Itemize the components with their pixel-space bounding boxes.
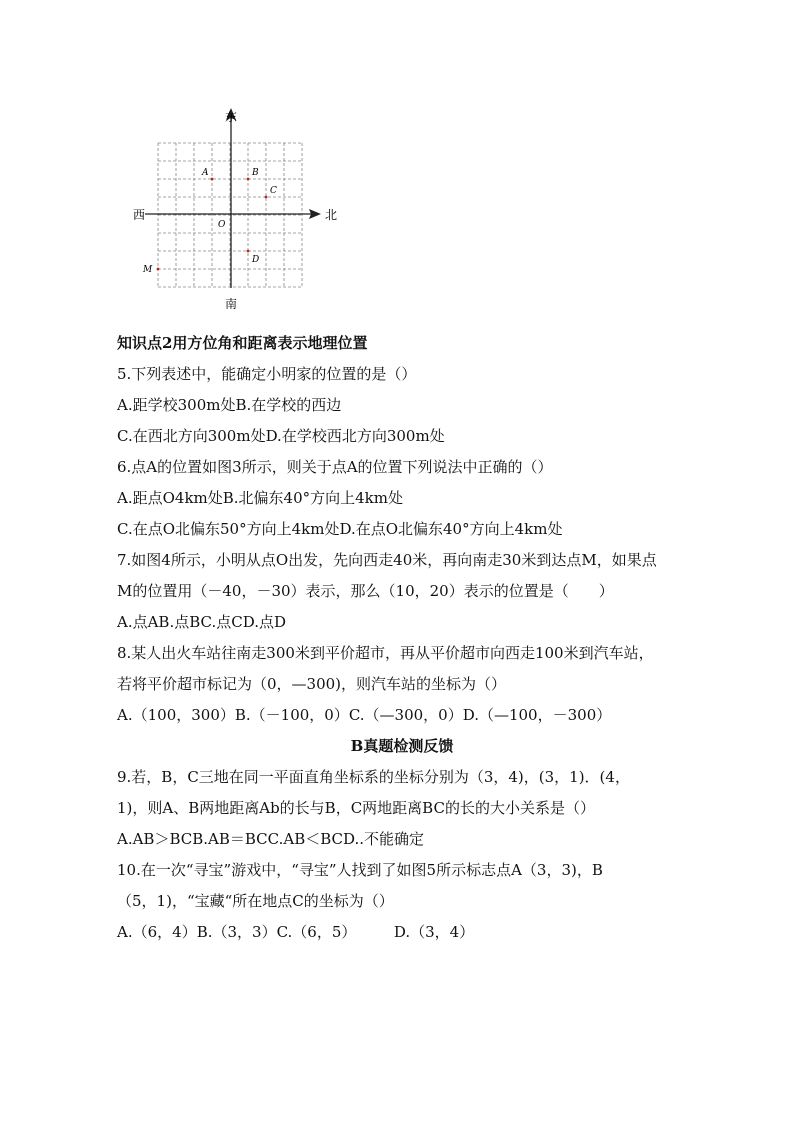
question-8-options: A.（100，300）B.（－100，0）C.（—300，0）D.（—100，－300） xyxy=(117,706,612,724)
direction-west: 西 xyxy=(133,208,146,222)
point-c-label: C xyxy=(270,186,277,196)
question-9-line-2: 1)，则A、B两地距离Ab的长与B，C两地距离BC的长的大小关系是（） xyxy=(117,799,595,817)
point-a-dot xyxy=(211,178,214,181)
question-9-options: A.AB＞BCB.AB＝BCC.AB＜BCD..不能确定 xyxy=(117,830,425,848)
point-a-label: A xyxy=(202,168,209,178)
point-d-dot xyxy=(247,250,250,253)
question-10-options: A.（6，4）B.（3，3）C.（6，5） D.（3，4） xyxy=(117,923,475,941)
question-7-line-2: M的位置用（－40，－30）表示，那么（10，20）表示的位置是（ ） xyxy=(117,582,614,600)
coordinate-grid-figure xyxy=(125,100,355,315)
question-7-options: A.点AB.点BC.点CD.点D xyxy=(117,613,286,631)
question-6-options-ab: A.距点O4km处B.北偏东40°方向上4km处 xyxy=(117,489,403,507)
question-5: 5.下列表述中，能确定小明家的位置的是（） xyxy=(117,365,417,383)
section-heading-b: B真题检测反馈 xyxy=(350,737,454,755)
point-m-dot xyxy=(157,268,160,271)
axes xyxy=(145,108,321,288)
question-9-line-1: 9.若，B，C三地在同一平面直角坐标系的坐标分别为（3，4)，(3，1)．(4， xyxy=(117,768,630,786)
question-text xyxy=(117,328,687,948)
question-7-line-1: 7.如图4所示，小明从点O出发，先向西走40米，再向南走30米到达点M，如果点 xyxy=(117,551,657,569)
question-5-options-ab: A.距学校300m处B.在学校的西边 xyxy=(117,396,342,414)
direction-east: 东 xyxy=(225,110,238,124)
question-8-line-2: 若将平价超市标记为（0，—300)，则汽车站的坐标为（） xyxy=(117,675,507,693)
point-b-label: B xyxy=(252,168,259,178)
point-b-dot xyxy=(247,178,250,181)
question-6: 6.点A的位置如图3所示，则关于点A的位置下列说法中正确的（） xyxy=(117,458,553,476)
point-c-dot xyxy=(265,196,268,199)
question-8-line-1: 8.某人出火车站往南走300米到平价超市，再从平价超市向西走100米到汽车站， xyxy=(117,644,654,662)
point-d-label: D xyxy=(252,255,260,265)
question-10-line-2: （5，1)，“宝藏“所在地点C的坐标为（） xyxy=(117,892,394,910)
question-10-line-1: 10.在一次“寻宝”游戏中，“寻宝”人找到了如图5所示标志点A（3，3)，B xyxy=(117,861,603,879)
grid-lines xyxy=(158,143,302,287)
point-m-label: M xyxy=(143,265,153,275)
question-6-options-cd: C.在点O北偏东50°方向上4km处D.在点O北偏东40°方向上4km处 xyxy=(117,520,563,538)
direction-south: 南 xyxy=(225,297,238,311)
direction-north: 北 xyxy=(325,208,338,222)
section-heading-knowledge-2: 知识点2用方位角和距离表示地理位置 xyxy=(117,334,368,352)
origin-label: O xyxy=(218,220,226,230)
question-5-options-cd: C.在西北方向300m处D.在学校西北方向300m处 xyxy=(117,427,445,445)
